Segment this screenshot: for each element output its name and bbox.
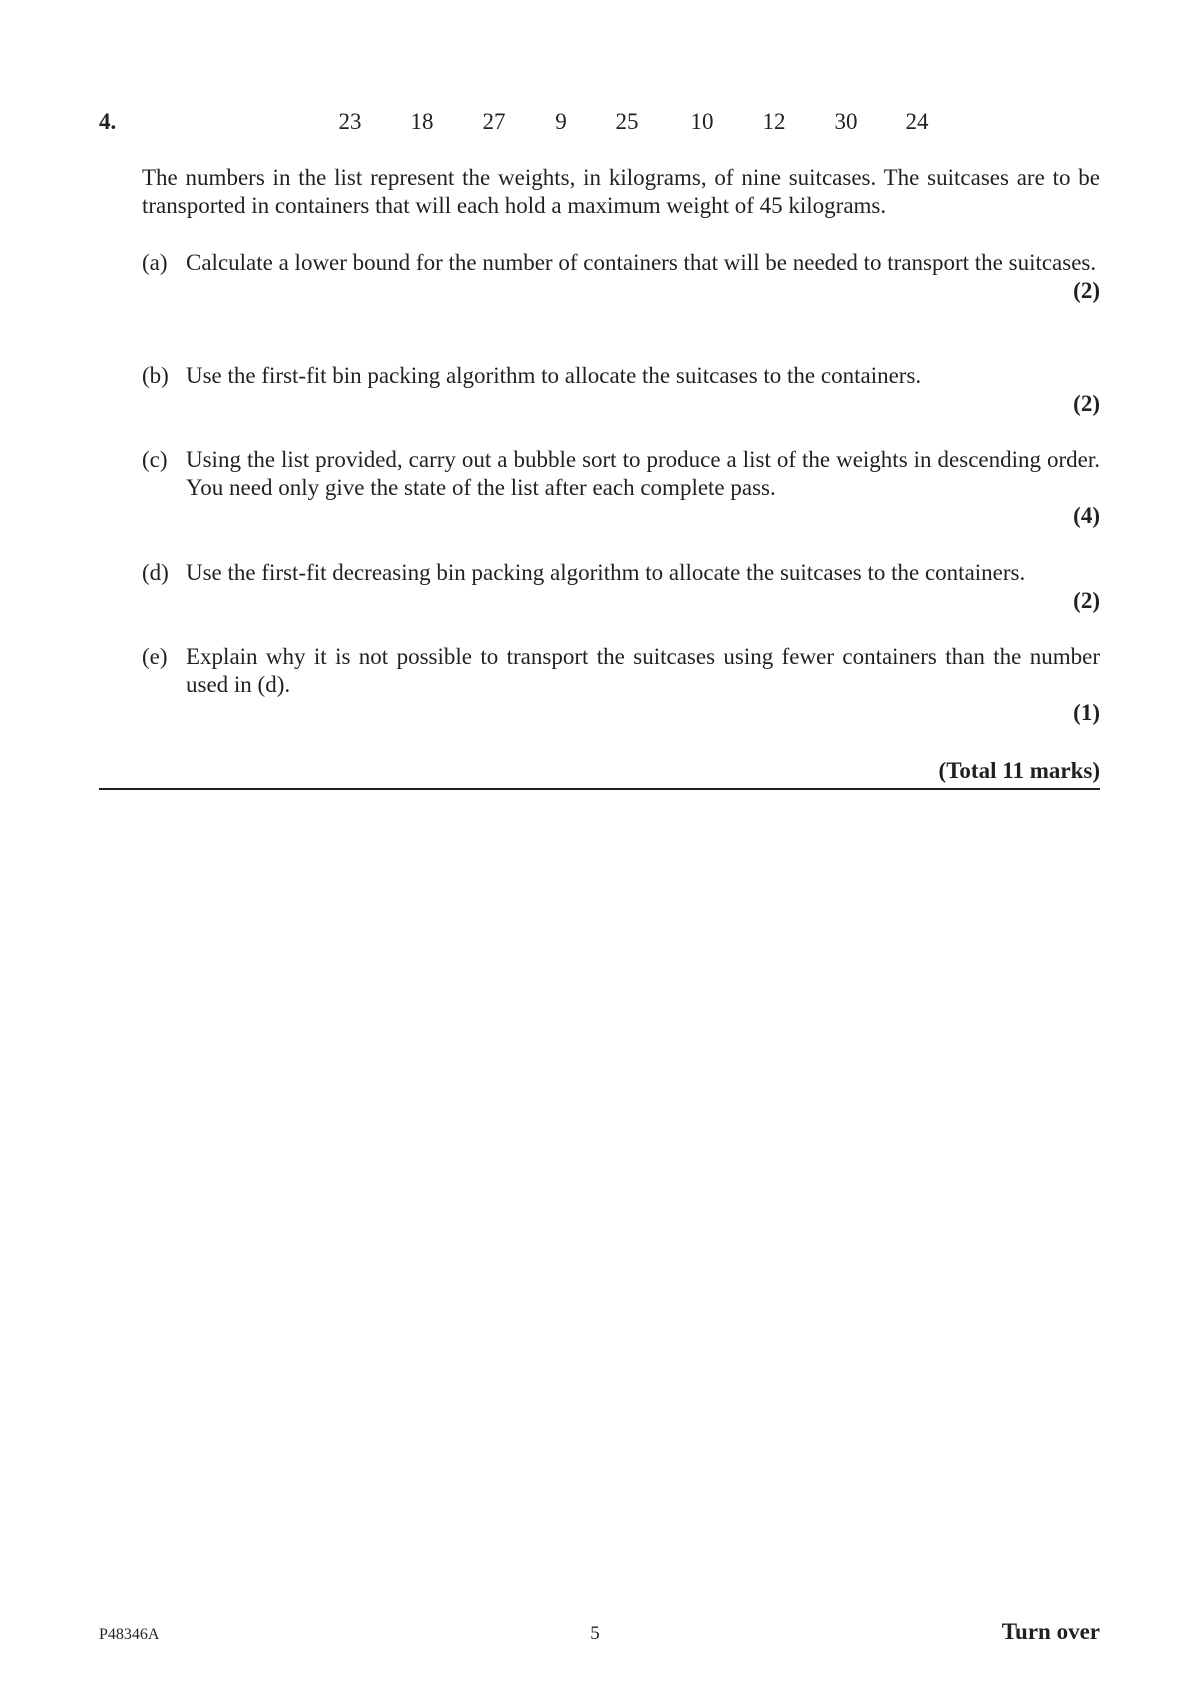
paper-code: P48346A bbox=[99, 1626, 160, 1643]
weight-value: 12 bbox=[762, 109, 786, 134]
question-intro: The numbers in the list represent the weights, in kilograms, of nine suitcases. The suitcases are to be transported in containers that will each hold a maximum weight of 45 kilograms. bbox=[142, 165, 1100, 218]
part-text: Use the first-fit decreasing bin packing algorithm to allocate the suitcases to the containers. bbox=[186, 560, 1026, 585]
part-text: Calculate a lower bound for the number of containers that will be needed to transport the suitcases. bbox=[186, 250, 1097, 275]
part-label: (d) bbox=[142, 560, 169, 585]
weight-value: 25 bbox=[615, 109, 639, 134]
weight-value: 24 bbox=[905, 109, 929, 134]
turn-over-label: Turn over bbox=[1001, 1619, 1100, 1644]
weight-value: 18 bbox=[410, 109, 434, 134]
page-number: 5 bbox=[590, 1623, 600, 1644]
question-number: 4. bbox=[99, 109, 117, 134]
part-d bbox=[142, 559, 1100, 615]
total-marks: (Total 11 marks) bbox=[938, 758, 1100, 783]
part-label: (b) bbox=[142, 363, 169, 388]
part-label: (a) bbox=[142, 250, 168, 275]
marks-label: (2) bbox=[1073, 391, 1100, 416]
marks-label: (4) bbox=[1073, 503, 1100, 528]
part-label: (e) bbox=[142, 644, 168, 669]
divider-rule bbox=[99, 788, 1100, 790]
weights-list bbox=[0, 108, 1190, 136]
weight-value: 23 bbox=[338, 109, 362, 134]
weight-value: 27 bbox=[482, 109, 506, 134]
part-text: Using the list provided, carry out a bubble sort to produce a list of the weights in descending order. You need only give the state of the list after each complete pass. bbox=[186, 447, 1100, 500]
part-b bbox=[142, 362, 1100, 418]
marks-label: (2) bbox=[1073, 278, 1100, 303]
part-a bbox=[142, 249, 1100, 305]
part-text: Use the first-fit bin packing algorithm to allocate the suitcases to the containers. bbox=[186, 363, 922, 388]
part-label: (c) bbox=[142, 447, 168, 472]
weight-value: 30 bbox=[834, 109, 858, 134]
marks-label: (1) bbox=[1073, 700, 1100, 725]
weight-value: 9 bbox=[555, 109, 567, 134]
part-c bbox=[142, 446, 1100, 530]
weight-value: 10 bbox=[690, 109, 714, 134]
part-text: Explain why it is not possible to transport the suitcases using fewer containers than the number used in (d). bbox=[186, 644, 1100, 697]
marks-label: (2) bbox=[1073, 588, 1100, 613]
part-e bbox=[142, 643, 1100, 727]
